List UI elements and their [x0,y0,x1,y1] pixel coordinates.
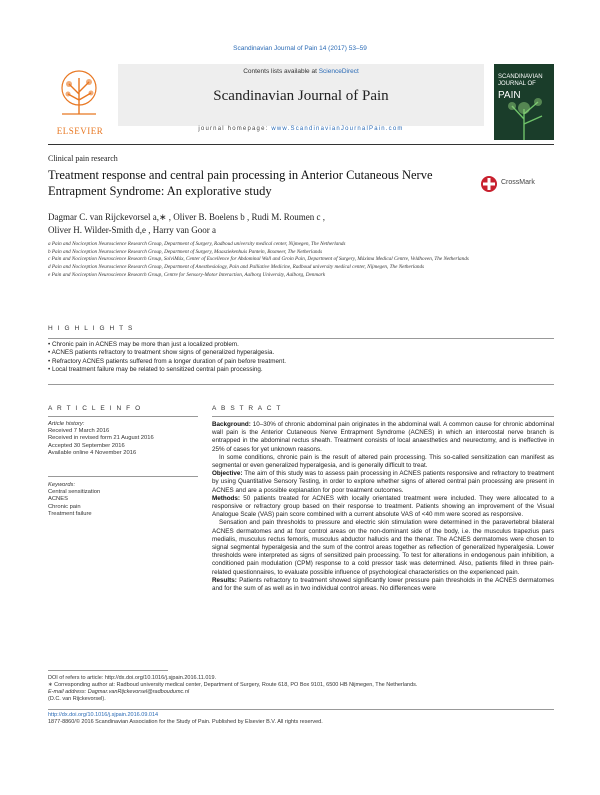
keywords-rule [48,476,198,477]
journal-name: Scandinavian Journal of Pain [213,88,389,104]
sciencedirect-link[interactable]: ScienceDirect [318,68,359,75]
history-received: Received 7 March 2016 [48,428,110,435]
footnote-email[interactable]: E-mail address: Dagmar.vanRijckevorsel@radboudumc.nl [48,689,190,695]
abstract-results [212,577,554,593]
affiliation-e: e Pain and Nociception Neuroscience Research Group, Centre for Sensory-Motor Interaction, Aalborg University, Aalborg, Denmark [48,271,326,278]
history-label: Article history: [48,421,85,427]
cover-title-pain: PAIN [498,90,521,101]
crossmark-badge[interactable] [480,175,555,193]
footnote-corresponding: ∗ Corresponding author at: Radboud university medical center, Department of Surgery, Route 618, PO Box 9101, 6500 HB Nijmegen, The Netherlands. [48,682,418,688]
methods-label: Methods: [212,494,240,502]
copyright-notice: 1877-8860/© 2016 Scandinavian Association for the Study of Pain. Published by Elsevier B.V. All rights reserved. [48,719,323,725]
keyword-item: Central sensitization [48,489,101,496]
journal-citation[interactable]: Scandinavian Journal of Pain 14 (2017) 53–59 [233,45,367,52]
abstract-background [212,421,554,454]
journal-banner [118,64,484,126]
article-title: Treatment response and central pain processing in Anterior Cutaneous Nerve Entrapment Syndrome: An explorative study [48,168,433,198]
objective-label: Objective: [212,470,243,478]
journal-cover-image [494,64,554,140]
homepage-prefix: journal homepage: [198,126,272,132]
affiliation-d: d Pain and Nociception Neuroscience Research Group, Department of Anesthesiology, Pain and Palliative Medicine, Radboud university medical center, Nijmegen, The Netherlands [48,264,425,271]
contents-line [118,68,484,75]
bottom-rule [48,709,554,710]
article-doi-link[interactable]: http://dx.doi.org/10.1016/j.sjpain.2016.09.014 [48,712,159,718]
highlight-item: • Chronic pain in ACNES may be more than just a localized problem. [48,341,548,349]
article-info-rule [48,416,198,417]
keyword-item: Chronic pain [48,503,81,510]
footnote-email-name: (D.C. van Rijckevorsel). [48,696,106,702]
affiliation-a: a Pain and Nociception Neuroscience Research Group, Department of Surgery, Radboud university medical center, Nijmegen, The Netherlands [48,241,346,247]
footnote-doi-original[interactable]: DOI of refers to article: http://dx.doi.org/10.1016/j.sjpain.2016.11.019. [48,675,217,681]
highlights-heading: H I G H L I G H T S [48,325,134,332]
cover-title [498,74,543,87]
history-online: Available online 4 November 2016 [48,449,137,456]
footnotes [48,675,553,703]
highlight-item: • ACNES patients refractory to treatment show signs of generalized hyperalgesia. [48,349,548,357]
abstract-objective [212,470,554,495]
objective-text: The aim of this study was to assess pain processing in ACNES patients responsive and refractory to treatment by using Quantitative Sensory Testing, in order to explore whether signs of altered central pain processing are present in ACNES and are a possible explanation for poor treatment outcomes. [212,470,554,494]
footnote-rule [48,670,168,671]
elsevier-tree-logo [48,64,110,126]
abstract-background-2: In some conditions, chronic pain is the result of altered pain processing. This so-called sensitization can manifest as segmental or even generalized hyperalgesia, and is generally difficult to treat. [212,453,554,470]
history-accepted: Accepted 30 September 2016 [48,442,125,449]
cover-title-line2: JOURNAL OF [498,80,536,87]
keywords-label: Keywords: [48,482,76,488]
elsevier-wordmark: ELSEVIER [56,126,104,136]
methods-text: 50 patients treated for ACNES with locally orientated treatment were included. They were allocated to a responsive or refractory group based on their response to treatment. Patients showing an improvement of the Visual Analogue Scale (VAS) pain score combined with a current absolute VAS of <40 mm were scored as responsive. [212,494,554,519]
results-label: Results: [212,576,237,584]
history-revised: Received in revised form 21 August 2016 [48,435,154,442]
contents-prefix: Contents lists available at [243,68,319,75]
background-label: Background: [212,421,251,428]
abstract-rule [212,416,554,417]
results-text: Patients refractory to treatment showed significantly lower pressure pain thresholds in the ACNES dermatomes and for the sum of as well as in two individual control areas. No differences were [212,576,554,593]
crossmark-icon [480,175,498,193]
affiliation-c: c Pain and Nociception Neuroscience Research Group, SolviMáx, Center of Excellence for Abdominal Wall and Groin Pain, Department of Surgery, Máxima Medical Centre, Veldhoven, The Netherlands [48,256,469,263]
highlights-list [48,341,548,375]
abstract-heading: A B S T R A C T [212,405,282,412]
authors-line-1: Dagmar C. van Rijckevorsel a,∗ , Oliver B. Boelens b , Rudi M. Roumen c , [48,212,325,222]
background-text: 10–30% of chronic abdominal pain originates in the abdominal wall. A common cause for chronic abdominal wall pain is the Anterior Cutaneous Nerve Entrapment Syndrome (ACNES) in which an intercostal nerve branch is entrapped in the abdominal rectus sheath. Treatment consists of local anaesthetics and neurectomy, and is ineffective in 25% of cases for yet unknown reasons. [212,421,554,453]
highlights-rule [48,338,554,339]
article-doi-block [48,712,553,726]
journal-homepage [48,126,554,132]
abstract-methods [212,495,554,520]
keywords [48,482,198,518]
keyword-item: Treatment failure [48,510,92,517]
keyword-item: ACNES [48,496,68,503]
article-info [48,421,198,457]
highlight-item: • Local treatment failure may be related to sensitized central pain processing. [48,366,548,374]
crossmark-label: CrossMark [501,179,535,186]
masthead [48,64,554,140]
homepage-link[interactable]: www.ScandinavianJournalPain.com [271,126,404,132]
affiliations [48,241,553,280]
author-list [48,211,508,237]
highlights-bottom-rule [48,384,554,385]
cover-title-line1: SCANDINAVIAN [498,74,543,80]
article-info-heading: A R T I C L E I N F O [48,405,142,412]
affiliation-b: b Pain and Nociception Neuroscience Research Group, Department of Surgery, Maasziekenhuis Pantein, Boxmeer, The Netherlands [48,248,323,255]
masthead-rule [48,144,554,145]
authors-line-2: Oliver H. Wilder-Smith d,e , Harry van Goor a [48,225,216,235]
section-label: Clinical pain research [48,154,118,163]
abstract-body [212,421,554,593]
highlight-item: • Refractory ACNES patients suffered from a longer duration of pain before treatment. [48,358,548,366]
abstract-methods-2: Sensation and pain thresholds to pressure and electric skin stimulation were determined in the paravertebral bilateral ACNES dermatomes and at four control areas on the non-dominant side of the body, i.e. the musculus trapezius pars medialis, musculus rectus femoris, musculus abductor hallucis and the thenar. The ACNES dermatomes were chosen to signal segmental hyperalgesia and the sum of the control areas together as reflection of generalized hyperalgesia. Lower thresholds were interpreted as signs of sensitized pain processing. To test for alterations in endogenous pain inhibition, a conditioned pain modulation (CPM) response to a cold pressor task was determined. Also, patients filled in three pain-related questionnaires, to evaluate possible influence of psychological characteristics on the experienced pain. [212,519,554,576]
